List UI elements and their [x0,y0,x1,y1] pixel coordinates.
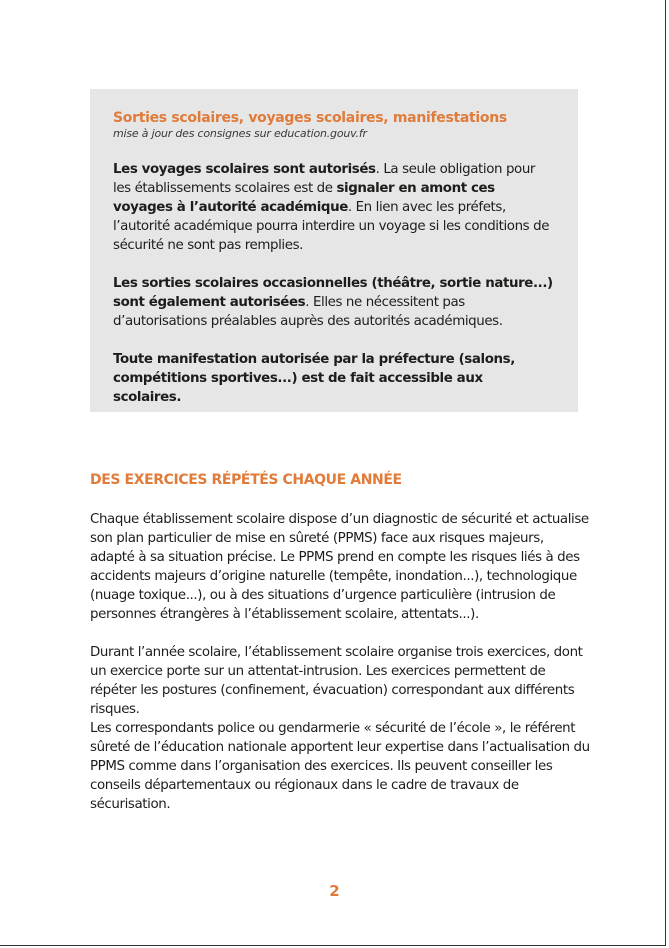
info-paragraph-voyages [113,160,554,255]
info-paragraph-manifestations [113,350,554,407]
section-heading: DES EXERCICES RÉPÉTÉS CHAQUE ANNÉE [90,472,402,488]
body-paragraph: Durant l’année scolaire, l’établissement scolaire organise trois exercices, dont un exercice porte sur un attentat-intrusion. Les exercices permettent de répéter les postures (confinement, évacuation) correspondant aux différents risques. [90,645,583,717]
body-paragraph: Chaque établissement scolaire dispose d’un diagnostic de sécurité et actualise son plan particulier de mise en sûreté (PPMS) face aux risques majeurs, adapté à sa situation précise. Le PPMS prend en compte les risques liés à des accidents majeurs d’origine naturelle (tempête, inondation...), technologique (nuage toxique...), ou à des situations d’urgence particulière (intrusion de personnes étrangères à l’établissement scolaire, attentats...). [90,512,589,622]
bold-text: Les sorties scolaires occasionnelles (théâtre, sortie nature...) sont également autorisées [113,276,553,310]
bold-text: Les voyages scolaires sont autorisés [113,162,376,177]
body-paragraph: Les correspondants police ou gendarmerie « sécurité de l’école », le référent sûreté de l’éducation nationale apportent leur expertise dans l’actualisation du PPMS comme dans l’organisation des exercices. Ils peuvent conseiller les conseils départementaux ou régionaux dans le cadre de travaux de sécurisation. [90,721,590,812]
text-span: . Elles ne nécessitent pas d’autorisations préalables auprès des autorités académiques. [113,295,503,329]
info-box-title: Sorties scolaires, voyages scolaires, manifestations [113,110,507,126]
bold-text: signaler en amont ces voyages à l’autorité académique [113,181,495,215]
info-box-subtitle: mise à jour des consignes sur education.gouv.fr [113,127,367,140]
info-paragraph-sorties [113,274,554,331]
text-span: . En lien avec les préfets, l’autorité académique pourra interdire un voyage si les conditions de sécurité ne sont pas remplies. [113,200,550,253]
page-number: 2 [329,882,340,900]
info-box [90,89,578,412]
bold-text: Toute manifestation autorisée par la préfecture (salons, compétitions sportives...) est de fait accessible aux scolaires. [113,352,515,405]
section-body [90,510,590,814]
text-span: . La seule obligation pour les établissements scolaires est de [113,162,536,196]
